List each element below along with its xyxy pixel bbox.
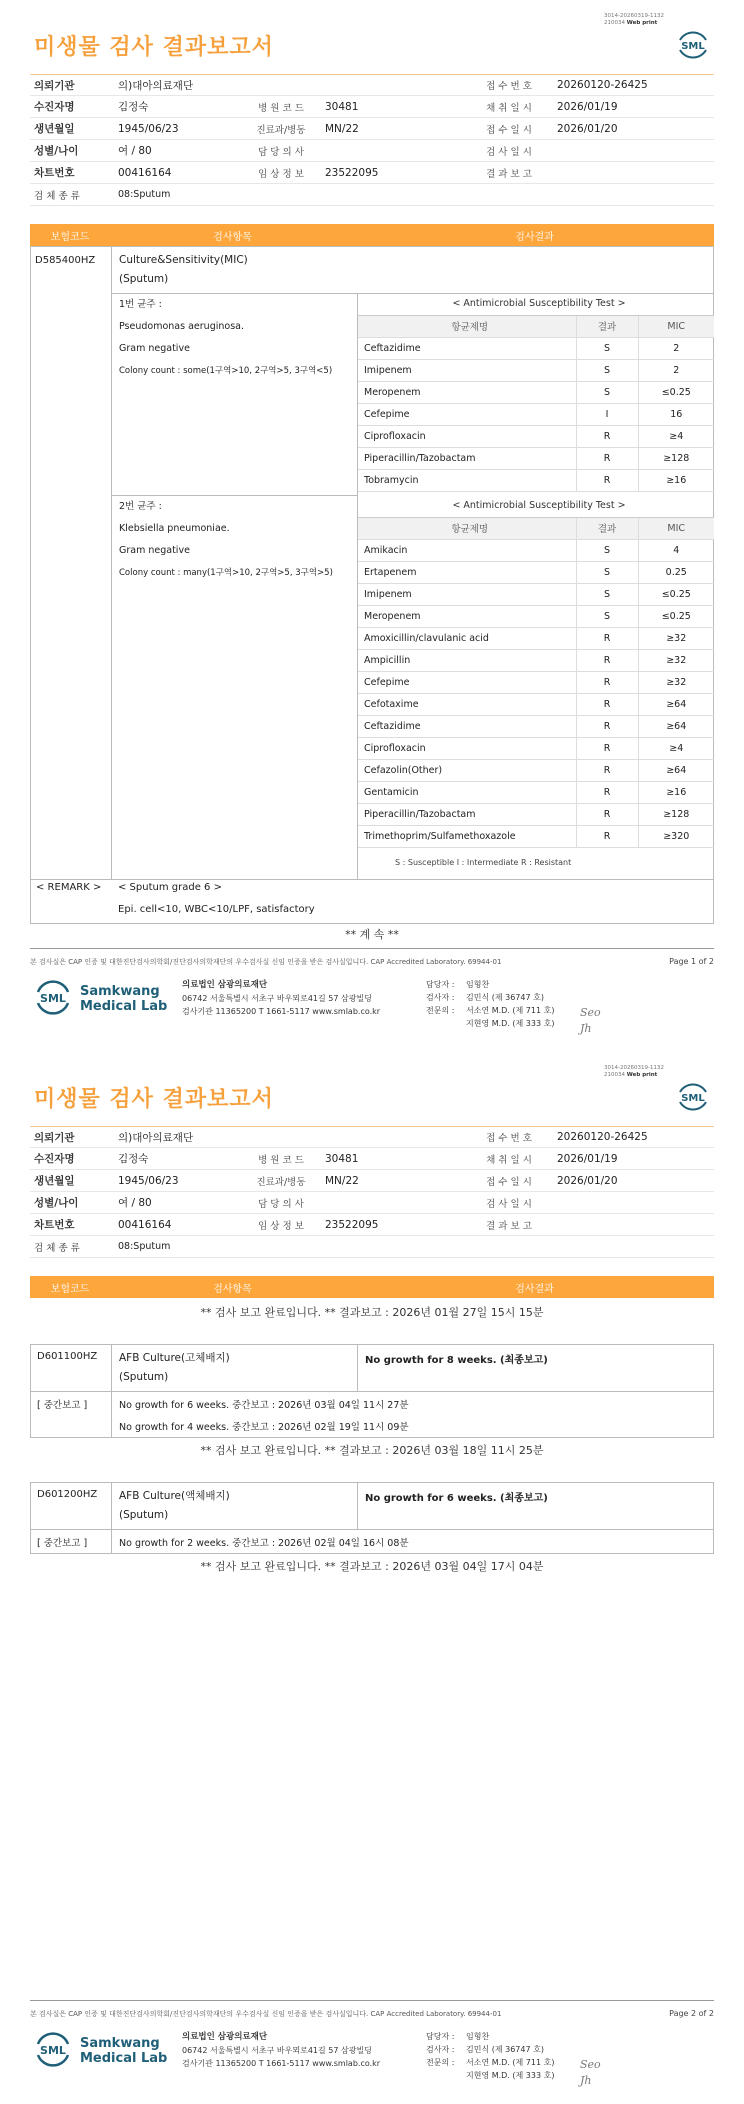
final-result: No growth for 8 weeks. (최종보고) [365, 1355, 548, 1366]
svg-text:SML: SML [40, 992, 66, 1005]
divider [111, 247, 112, 879]
svg-text:SML: SML [681, 41, 705, 52]
table-row: Cefazolin(Other) R ≥64 [358, 759, 714, 781]
continued-note: ** 계 속 ** [345, 928, 399, 941]
footer-divider [30, 2000, 714, 2001]
insurance-code: D585400HZ [35, 255, 96, 266]
divider [31, 879, 714, 880]
table-row: Ampicillin R ≥32 [358, 649, 714, 671]
table-row: Gentamicin R ≥16 [358, 781, 714, 803]
signature-image: Seo [580, 2058, 601, 2071]
page-number: Page 1 of 2 [669, 957, 714, 966]
ast-table-2: < Antimicrobial Susceptibility Test > 항균제명 결과 MIC Amikacin S 4 Ertapenem S 0.25 Imipenem S ≤0.25 Meropenem S ≤0.25 Amoxicillin/clavulanic acid R ≥32 Ampicillin R ≥32 Cefepime R ≥32 Cefotaxime R ≥64 Ceftazidime R ≥64 Ciprofloxacin R ≥4 Cefazolin(Other) R ≥64 Gentamicin R ≥16 Piperacillin/Tazobactam R ≥128 Trimethoprim/Sulfamethoxazole R ≥320 [358, 495, 714, 848]
table-row: Ceftazidime R ≥64 [358, 715, 714, 737]
report-page-2 [0, 1052, 744, 2104]
organism-1: 1번 균주 : Pseudomonas aeruginosa. Gram negative Colony count : some(1구역>10, 2구역>5, 3구역<5) [119, 299, 333, 376]
samkwang-logo-icon [34, 978, 72, 1016]
info-row: 성별/나이 여 / 80 담 당 의 사 검 사 일 시 [30, 140, 714, 162]
info-row: 검 체 종 류 08:Sputum [30, 1236, 714, 1258]
signature-image: Jh [580, 2074, 592, 2087]
lab-staff: 담당자 : 임형찬 검사자 : 김민식 (제 36747 호) 전문의 : 서소연 M.D. (제 711 호) 지현영 M.D. (제 333 호) [426, 980, 555, 1028]
table-row: Cefepime I 16 [358, 403, 714, 425]
report-complete-note: ** 검사 보고 완료입니다. ** 결과보고 : 2026년 01월 27일 15시 15분 [200, 1306, 544, 1319]
info-row: 차트번호 00416164 임 상 정 보 23522095 결 과 보 고 [30, 162, 714, 184]
page-title: 미생물 검사 결과보고서 [34, 1087, 274, 1112]
info-row: 수진자명 김정숙 병 원 코 드 30481 채 취 일 시 2026/01/19 [30, 1148, 714, 1170]
cap-note: 본 검사실은 CAP 인증 및 대한진단검사의학회/진단검사의학재단의 우수검사실 신임 인증을 받은 검사실입니다. CAP Accredited Laboratory. 69944-01 [30, 2010, 502, 2018]
svg-text:SML: SML [40, 2044, 66, 2057]
info-row: 성별/나이 여 / 80 담 당 의 사 검 사 일 시 [30, 1192, 714, 1214]
info-row: 수진자명 김정숙 병 원 코 드 30481 채 취 일 시 2026/01/19 [30, 96, 714, 118]
footer-divider [30, 948, 714, 949]
print-code: 3014-20260319-1132 210034 Web print [604, 13, 664, 26]
info-row: 생년월일 1945/06/23 진료과/병동 MN/22 접 수 일 시 2026/01/20 [30, 1170, 714, 1192]
table-row: Piperacillin/Tazobactam R ≥128 [358, 803, 714, 825]
table-row: Trimethoprim/Sulfamethoxazole R ≥320 [358, 825, 714, 847]
info-row: 의뢰기관 의)대아의료재단 접 수 번 호 20260120-26425 [30, 74, 714, 96]
table-row: Meropenem S ≤0.25 [358, 605, 714, 627]
svg-text:SML: SML [681, 1093, 705, 1104]
print-code: 3014-20260319-1132 210034 Web print [604, 1065, 664, 1078]
sml-logo-icon [676, 28, 710, 62]
table-row: Ertapenem S 0.25 [358, 561, 714, 583]
signature-image: Seo [580, 1006, 601, 1019]
organism-2: 2번 균주 : Klebsiella pneumoniae. Gram negative Colony count : many(1구역>10, 2구역>5, 3구역>5) [119, 501, 333, 578]
info-row: 차트번호 00416164 임 상 정 보 23522095 결 과 보 고 [30, 1214, 714, 1236]
ast-table-1: < Antimicrobial Susceptibility Test > 항균제명 결과 MIC Ceftazidime S 2 Imipenem S 2 Meropenem S ≤0.25 Cefepime I 16 Ciprofloxacin R ≥4 Piperacillin/Tazobactam R ≥128 Tobramycin R ≥16 [358, 293, 714, 492]
patient-info [30, 74, 714, 206]
info-row: 검 체 종 류 08:Sputum [30, 184, 714, 206]
lab-address: 의료법인 삼광의료재단 06742 서울특별시 서초구 바우뫼로41길 57 삼광빌딩 검사기관 11365200 T 1661-5117 www.smlab.co.kr [182, 980, 381, 1016]
page-title: 미생물 검사 결과보고서 [34, 35, 274, 60]
lab-address: 의료법인 삼광의료재단 06742 서울특별시 서초구 바우뫼로41길 57 삼광빌딩 검사기관 11365200 T 1661-5117 www.smlab.co.kr [182, 2032, 381, 2068]
info-row: 생년월일 1945/06/23 진료과/병동 MN/22 접 수 일 시 2026/01/20 [30, 118, 714, 140]
table-row: Ciprofloxacin R ≥4 [358, 737, 714, 759]
table-row: Ceftazidime S 2 [358, 337, 714, 359]
report-page-1: 3014-20260319-1132 210034 Web print 미생물 검사 결과보고서 SML 의뢰기관 의)대아의료재단 접 수 번 호 20260120-26425 수진자명 김정숙 병 원 코 드 30481 채 취 일 시 2026/01/19 생년월일 1945/06/23 진료과/병동 MN/22 접 수 일 시 2026/01/20 성별/나이 여 / 80 담 당 의 사 검 사 일 시 차트번호 00416164 임 상 정 보 23522095 결 과 보 고 검 체 종 류 08:Sputum 보험코드 검사항목 검사결과 D585400HZ Culture&Sensitivity(MIC) (Sputum) 1번 균주 : Pseudomonas aeruginosa. Gram negative Colony count : some(1구역>10, 2구역>5, 3구역<5) 2번 균주 : Klebsiella pneumoniae. Gram negative Colony count : many(1구역>10, 2구역>5, 3구역>5) S : Susceptible I : Intermediate R : Resistant < Antimicrobial Susceptibility Test > 항균제명 결과 MIC Ceftazidime S 2 Imipenem S 2 Meropenem S ≤0.25 Cefepime I 16 Ciprofloxacin R ≥4 Piperacillin/Tazobactam R ≥128 Tobramycin R ≥16 < Antimicrobial Susceptibility Test > 항균제명 결과 MIC Amikacin S 4 Ertapenem S 0.25 Imipenem S ≤0.25 Meropenem S ≤0.25 Amoxicillin/clavulanic acid R ≥32 Ampicillin R ≥32 Cefepime R ≥32 Cefotaxime R ≥64 Ceftazidime R ≥64 Ciprofloxacin R ≥4 Cefazolin(Other) R ≥64 Gentamicin R ≥16 Piperacillin/Tazobactam R ≥128 Trimethoprim/Sulfamethoxazole R ≥320 < REMARK > < Sputum grade 6 > Epi. cell<10, WBC<10/LPF, satisfactory ** 계 속 ** 본 검사실은 CAP 인증 및 대한진단검사의학회/진단검사의학재단의 우수검사실 신임 인증을 받은 검사실입니다. CAP Accredited Laboratory. 69944-01 Page 1 of 2 SML Samkwang Medical Lab 의료법인 삼광의료재단 06742 서울특별시 서초구 바우뫼로41길 57 삼광빌딩 검사기관 11365200 T 1661-5117 www.smlab.co.kr 담당자 : 임형찬 검사자 : 김민식 (제 36747 호) 전문의 : 서소연 M.D. (제 711 호) 지현영 M.D. (제 333 호) Seo Jh [0, 0, 744, 1052]
brand-name: Samkwang Medical Lab [80, 984, 168, 1014]
table-row: Meropenem S ≤0.25 [358, 381, 714, 403]
afb-solid-box: D601100HZ AFB Culture(고체배지) (Sputum) No growth for 8 weeks. (최종보고) [ 중간보고 ] No growth for 6 weeks. 중간보고 : 2026년 03월 04일 11시 27분 No growth for 4 weeks. 중간보고 : 2026년 02월 19일 11시 09분 [30, 1344, 714, 1438]
afb-liquid-box: D601200HZ AFB Culture(액체배지) (Sputum) No growth for 6 weeks. (최종보고) [ 중간보고 ] No growth for 2 weeks. 중간보고 : 2026년 02월 04일 16시 08분 [30, 1482, 714, 1554]
cap-note: 본 검사실은 CAP 인증 및 대한진단검사의학회/진단검사의학재단의 우수검사실 신임 인증을 받은 검사실입니다. CAP Accredited Laboratory. 69944-01 [30, 958, 502, 966]
patient-info [30, 1126, 714, 1258]
table-row: Amoxicillin/clavulanic acid R ≥32 [358, 627, 714, 649]
test-name: Culture&Sensitivity(MIC) (Sputum) [119, 254, 248, 285]
report-complete-note: ** 검사 보고 완료입니다. ** 결과보고 : 2026년 03월 18일 11시 25분 [200, 1444, 544, 1457]
legend: S : Susceptible I : Intermediate R : Resistant [395, 858, 572, 867]
table-row: Imipenem S ≤0.25 [358, 583, 714, 605]
final-result: No growth for 6 weeks. (최종보고) [365, 1493, 548, 1504]
table-row: Ciprofloxacin R ≥4 [358, 425, 714, 447]
lab-signature-block [34, 2030, 724, 2090]
samkwang-logo-icon [34, 2030, 72, 2068]
table-row: Piperacillin/Tazobactam R ≥128 [358, 447, 714, 469]
table-row: Tobramycin R ≥16 [358, 469, 714, 491]
report-complete-note: ** 검사 보고 완료입니다. ** 결과보고 : 2026년 03월 04일 17시 04분 [200, 1560, 544, 1573]
table-row: Cefotaxime R ≥64 [358, 693, 714, 715]
result-table-header: 보험코드 검사항목 검사결과 [30, 224, 714, 246]
page-number: Page 2 of 2 [669, 2009, 714, 2018]
lab-signature-block [34, 978, 724, 1038]
table-row: Cefepime R ≥32 [358, 671, 714, 693]
table-row: Amikacin S 4 [358, 539, 714, 561]
signature-image: Jh [580, 1022, 592, 1035]
info-row: 의뢰기관 의)대아의료재단 접 수 번 호 20260120-26425 [30, 1126, 714, 1148]
sml-logo-icon [676, 1080, 710, 1114]
brand-name: Samkwang Medical Lab [80, 2036, 168, 2066]
table-row: Imipenem S 2 [358, 359, 714, 381]
result-table-header: 보험코드 검사항목 검사결과 [30, 1276, 714, 1298]
lab-staff: 담당자 : 임형찬 검사자 : 김민식 (제 36747 호) 전문의 : 서소연 M.D. (제 711 호) 지현영 M.D. (제 333 호) [426, 2032, 555, 2080]
